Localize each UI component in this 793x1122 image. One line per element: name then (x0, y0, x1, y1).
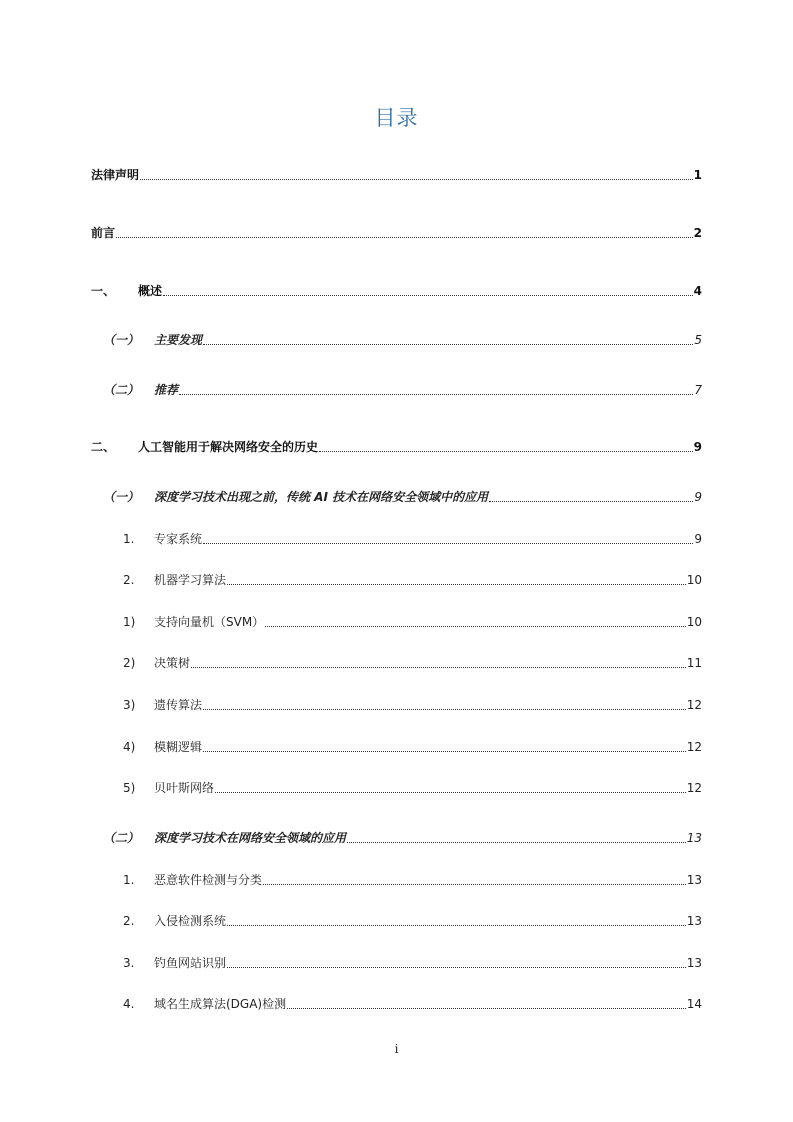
toc-entry-number: 4. (123, 997, 135, 1011)
dot-leader (203, 343, 693, 345)
toc-entry-number: （一） (103, 490, 140, 504)
dot-leader (227, 966, 686, 968)
toc-entry-page: 2 (693, 226, 702, 240)
dot-leader (116, 236, 693, 238)
toc-entry-page: 13 (686, 956, 702, 970)
toc-entry-page: 4 (693, 284, 702, 298)
toc-entry[interactable] (123, 696, 702, 714)
toc-entry-number: 4) (123, 740, 136, 754)
toc-entry-label: 入侵检测系统 (154, 914, 227, 928)
toc-entry[interactable] (91, 224, 702, 242)
toc-entry-label: 钓鱼网站识别 (154, 956, 227, 970)
toc-entry-number: 1. (123, 532, 135, 546)
dot-leader (265, 625, 686, 627)
toc-entry-number: 2. (123, 914, 135, 928)
toc-entry[interactable] (123, 779, 702, 797)
toc-entry[interactable] (103, 488, 702, 506)
dot-leader (140, 178, 693, 180)
toc-entry[interactable] (123, 571, 702, 589)
toc-entry-page: 10 (686, 573, 702, 587)
toc-entry-label: 决策树 (154, 656, 191, 670)
toc-entry-page: 14 (686, 997, 702, 1011)
toc-entry-number: 3. (123, 956, 135, 970)
toc-entry[interactable] (123, 738, 702, 756)
dot-leader (163, 294, 693, 296)
toc-entry-page: 13 (686, 873, 702, 887)
toc-entry-page: 9 (693, 440, 702, 454)
toc-entry-label: 深度学习技术在网络安全领域的应用 (154, 831, 347, 845)
toc-entry-number: 二、 (91, 440, 116, 454)
toc-entry-label: 专家系统 (154, 532, 203, 546)
toc-entry-page: 12 (686, 740, 702, 754)
toc-entry-number: 1. (123, 873, 135, 887)
toc-entry-label: 模糊逻辑 (154, 740, 203, 754)
toc-entry-page: 13 (686, 914, 702, 928)
toc-entry-number: 2) (123, 656, 136, 670)
toc-entry-page: 9 (694, 532, 702, 546)
toc-entry-label: 推荐 (154, 383, 179, 397)
toc-entry-number: 1) (123, 615, 136, 629)
toc-entry-number: 2. (123, 573, 135, 587)
dot-leader (319, 450, 693, 452)
toc-entry-label: 贝叶斯网络 (154, 781, 215, 795)
dot-leader (215, 791, 686, 793)
toc-entry-label: 前言 (91, 226, 116, 240)
toc-entry-page: 5 (694, 333, 702, 347)
toc-entry[interactable] (103, 381, 702, 399)
toc-entry-label: 域名生成算法(DGA)检测 (154, 997, 287, 1011)
toc-entry-number: 5) (123, 781, 136, 795)
toc-entry-page: 9 (694, 490, 702, 504)
toc-entry[interactable] (123, 954, 702, 972)
toc-entry-label: 支持向量机（SVM） (154, 615, 265, 629)
toc-entry[interactable] (123, 871, 702, 889)
toc-entry-number: （二） (103, 831, 140, 845)
toc-entry[interactable] (123, 912, 702, 930)
dot-leader (203, 542, 693, 544)
toc-entry-label: 深度学习技术出现之前，传统 AI 技术在网络安全领域中的应用 (154, 490, 489, 504)
dot-leader (179, 393, 693, 395)
toc-entry[interactable] (123, 613, 702, 631)
toc-entry-page: 7 (694, 383, 702, 397)
toc-entry-page: 12 (686, 781, 702, 795)
toc-entry-number: （二） (103, 383, 140, 397)
toc-entry-number: （一） (103, 333, 140, 347)
dot-leader (203, 708, 686, 710)
toc-entry[interactable] (123, 530, 702, 548)
toc-entry-page: 12 (686, 698, 702, 712)
dot-leader (227, 924, 686, 926)
toc-entry-label: 人工智能用于解决网络安全的历史 (138, 440, 319, 454)
dot-leader (347, 841, 686, 843)
page-number-footer: i (394, 1042, 399, 1056)
toc-entry-page: 13 (686, 831, 702, 845)
dot-leader (287, 1007, 686, 1009)
toc-entry[interactable] (103, 331, 702, 349)
page-title: 目录 (374, 106, 419, 130)
toc-entry-number: 3) (123, 698, 136, 712)
toc-entry[interactable] (123, 995, 702, 1013)
toc-entry[interactable] (91, 282, 702, 300)
toc-entry-page: 10 (686, 615, 702, 629)
toc-entry[interactable] (123, 654, 702, 672)
dot-leader (191, 666, 686, 668)
toc-entry-page: 11 (686, 656, 702, 670)
toc-entry[interactable] (91, 438, 702, 456)
toc-entry-label: 主要发现 (154, 333, 203, 347)
dot-leader (203, 750, 686, 752)
dot-leader (263, 883, 686, 885)
toc-entry[interactable] (103, 829, 702, 847)
dot-leader (489, 500, 693, 502)
dot-leader (227, 583, 686, 585)
toc-entry-label: 机器学习算法 (154, 573, 227, 587)
toc-entry-number: 一、 (91, 284, 116, 298)
toc-entry-label: 恶意软件检测与分类 (154, 873, 263, 887)
toc-entry[interactable] (91, 166, 702, 184)
toc-entry-label: 遗传算法 (154, 698, 203, 712)
toc-entry-label: 法律声明 (91, 168, 140, 182)
toc-entry-label: 概述 (138, 284, 163, 298)
toc-entry-page: 1 (693, 168, 702, 182)
